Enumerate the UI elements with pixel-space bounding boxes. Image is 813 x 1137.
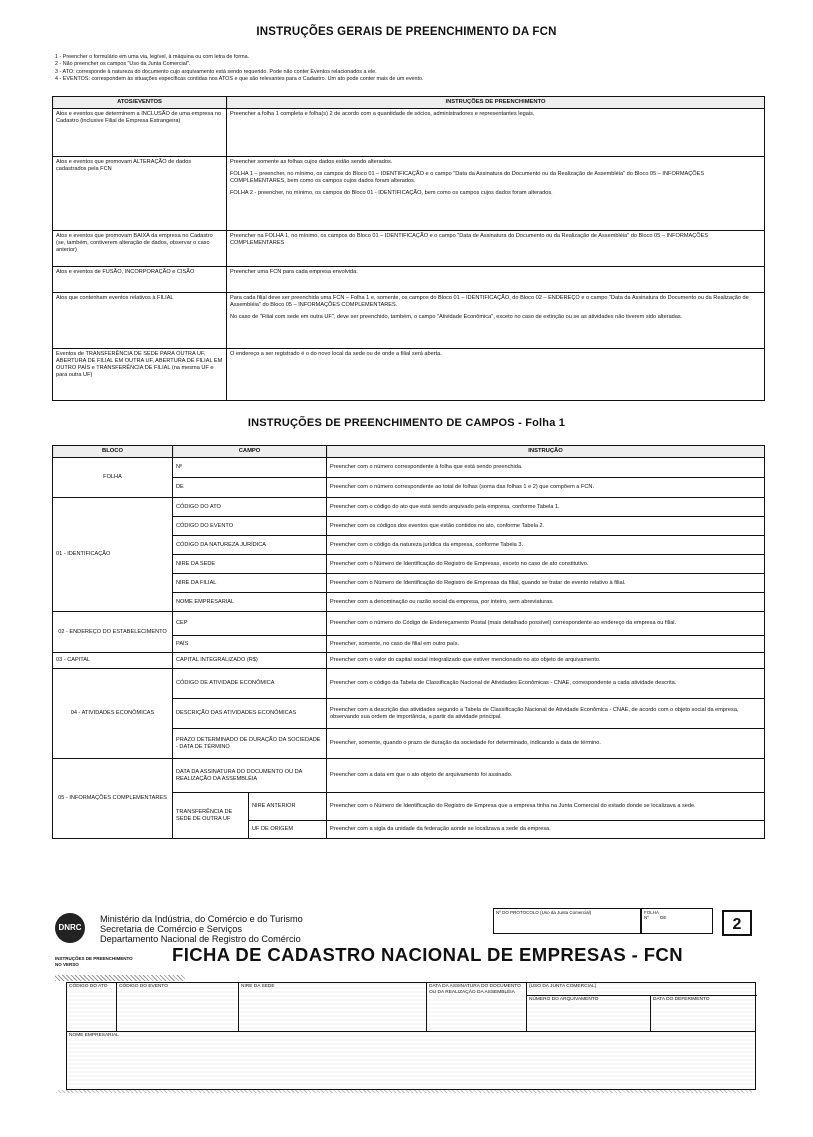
- bloco-endereco: 02 - ENDEREÇO DO ESTABELECIMENTO: [53, 612, 173, 653]
- instr-cell: Preencher, somente, quando o prazo de duração da sociedade for determinado, indicando a data de término.: [327, 729, 765, 759]
- scan-artifact: [55, 975, 185, 981]
- folha-n-label: Nº: [644, 915, 649, 920]
- instr-cell: Para cada filial deve ser preenchida uma FCN – Folha 1 e, somente, os campos do Bloco 01 – IDENTIFICAÇÃO, do Bloco 02 – ENDEREÇO e o campo "Data da Assinatura do Documento ou da Realização de Assembléia" do Bloco 05 – INFORMAÇÕES COMPLEMENTARES. No caso de "Filial com sede em outra UF", deve ser preenchido, também, o campo "Atividade Econômica", exceto no caso de extinção ou se as atividades não tiverem sido alteradas.: [227, 293, 765, 349]
- ato-cell: Atos e eventos que promovam ALTERAÇÃO de dados cadastrados pela FCN: [53, 157, 227, 231]
- protocolo-field[interactable]: [493, 908, 641, 934]
- data-assinatura-field[interactable]: [427, 983, 527, 1031]
- campo-cell: CÓDIGO DA NATUREZA JURÍDICA: [173, 536, 327, 555]
- instr-cell: Preencher com o número correspondente ao total de folhas (soma das folhas 1 e 2) que compõem a FCN.: [327, 478, 765, 498]
- instr-cell: Preencher com a sigla da unidade da federação aonde se localizava a sede da empresa.: [327, 821, 765, 839]
- dnrc-logo-icon: [55, 913, 85, 943]
- protocolo-label: Nº DO PROTOCOLO (Uso da Junta Comercial): [496, 910, 592, 915]
- ministry-line: Ministério da Indústria, do Comércio e do Turismo: [100, 914, 303, 924]
- campo-cell: CÓDIGO DE ATIVIDADE ECONÔMICA: [173, 669, 327, 699]
- header-campo: CAMPO: [173, 446, 327, 458]
- campo-cell: PAÍS: [173, 636, 327, 653]
- scan-artifact: [56, 1090, 752, 1093]
- campo-cell: CAPITAL INTEGRALIZADO (R$): [173, 653, 327, 669]
- table-row: [53, 157, 765, 231]
- campo-cell: NIRE DA SEDE: [173, 555, 327, 574]
- campo-cell: NOME EMPRESARIAL: [173, 593, 327, 612]
- ministry-line: Secretaria de Comércio e Serviços: [100, 924, 242, 934]
- header-bloco: BLOCO: [53, 446, 173, 458]
- ato-cell: Atos que contenham eventos relativos à FILIAL: [53, 293, 227, 349]
- codigo-evento-label: CÓDIGO DO EVENTO: [119, 984, 168, 989]
- table-row: [53, 231, 765, 267]
- instr-cell: Preencher com a data em que o ato objeto de arquivamento foi assinado.: [327, 759, 765, 793]
- campo-cell: DATA DA ASSINATURA DO DOCUMENTO OU DA REALIZAÇÃO DA ASSEMBLÉIA: [173, 759, 327, 793]
- table-row: [53, 293, 765, 349]
- table-row: [53, 458, 765, 478]
- ato-cell: Atos e eventos que promovam BAIXA da empresa no Cadastro (se, também, contiverem alteração de dados, observar o caso anterior): [53, 231, 227, 267]
- note-2: 2 - Não preencher os campos "Uso da Junta Comercial".: [55, 61, 191, 68]
- form-title: FICHA DE CADASTRO NACIONAL DE EMPRESAS - FCN: [172, 944, 683, 965]
- instr-cell: Preencher com o código da Tabela de Classificação Nacional de Atividades Econômicas - CNAE, correspondente a cada atividade descrita.: [327, 669, 765, 699]
- table-row: [53, 267, 765, 293]
- note-4: 4 - EVENTOS: correspondem às situações específicas contidas nos ATOS e que são relevantes para o Cadastro. Um ato pode conter mais de um evento.: [55, 75, 424, 82]
- folha-number: 2: [722, 910, 752, 936]
- instr-cell: Preencher com o Número de Identificação do Registro de Empresa que a empresa tinha na Junta Comercial do estado donde se localizava a sede.: [327, 793, 765, 821]
- codigo-evento-field[interactable]: [117, 983, 239, 1031]
- instr-cell: Preencher com o código da natureza jurídica da empresa, conforme Tabela 3.: [327, 536, 765, 555]
- campo-nire-anterior: NIRE ANTERIOR: [249, 793, 327, 821]
- bloco-capital: 03 - CAPITAL: [53, 653, 173, 669]
- header-atos: ATOS/EVENTOS: [53, 97, 227, 109]
- instr-cell: Preencher com a descrição das atividades segundo a Tabela de Classificação Nacional de Atividade Econômica - CNAE, de acordo com o objeto social da empresa, observando sua ordem de importância, a partir da atividade principal.: [327, 699, 765, 729]
- instr-cell: Preencher uma FCN para cada empresa envolvida.: [227, 267, 765, 293]
- campo-cell: NIRE DA FILIAL: [173, 574, 327, 593]
- campo-cell: CEP: [173, 612, 327, 636]
- numero-arquivamento-label: NÚMERO DO ARQUIVAMENTO: [529, 997, 599, 1002]
- bloco-folha: FOLHA: [53, 458, 173, 498]
- table-row: [53, 759, 765, 793]
- campo-cell: CÓDIGO DO ATO: [173, 498, 327, 517]
- campo-uf-origem: UF DE ORIGEM: [249, 821, 327, 839]
- uso-junta-label: (USO DA JUNTA COMERCIAL): [529, 984, 597, 989]
- instr-cell: Preencher com os códigos dos eventos que estão contidos no ato, conforme Tabela 2.: [327, 517, 765, 536]
- logo-text: DNRC: [58, 923, 82, 932]
- nire-sede-label: NIRE DA SEDE: [241, 984, 275, 989]
- header-instrucao: INSTRUÇÃO: [327, 446, 765, 458]
- numero-arquivamento-field[interactable]: [527, 995, 651, 1031]
- campo-cell: DE: [173, 478, 327, 498]
- ato-cell: Eventos de TRANSFERÊNCIA DE SEDE PARA OUTRA UF, ABERTURA DE FILIAL EM OUTRA UF, ABERTURA DE FILIAL EM OUTRO PAÍS e TRANSFERÊNCIA DE FILIAL (na mesma UF e para outra UF): [53, 349, 227, 401]
- table-row: [53, 349, 765, 401]
- campo-cell: PRAZO DETERMINADO DE DURAÇÃO DA SOCIEDADE - DATA DE TÉRMINO: [173, 729, 327, 759]
- general-notes: [55, 54, 755, 83]
- codigo-ato-field[interactable]: [67, 983, 117, 1031]
- campo-transferencia: TRANSFERÊNCIA DE SEDE DE OUTRA UF: [173, 793, 249, 839]
- fcn-form: [66, 982, 756, 1090]
- instr-cell: Preencher com o Número de Identificação do Registro de Empresas, exceto no caso de ato constitutivo.: [327, 555, 765, 574]
- instr-cell: Preencher com o código do ato que está sendo arquivado pela empresa, conforme Tabela 1.: [327, 498, 765, 517]
- instr-cell: Preencher com o número correspondente à folha que está sendo preenchida.: [327, 458, 765, 478]
- instrucoes-verso-note: INSTRUÇÕES DE PREENCHIMENTO NO VERSO: [55, 956, 133, 967]
- codigo-ato-label: CÓDIGO DO ATO: [69, 984, 108, 989]
- instr-cell: Preencher com o Número de Identificação do Registro de Empresas da filial, quando se tratar de evento relativo à filial.: [327, 574, 765, 593]
- campo-cell: DESCRIÇÃO DAS ATIVIDADES ECONÔMICAS: [173, 699, 327, 729]
- note-3: 3 - ATO: corresponde à natureza do documento cujo arquivamento está sendo requerido. Pode não conter Eventos relacionados a ele.: [55, 68, 377, 75]
- table-row: [53, 109, 765, 157]
- general-title: INSTRUÇÕES GERAIS DE PREENCHIMENTO DA FCN: [256, 26, 557, 38]
- fields-title: INSTRUÇÕES DE PREENCHIMENTO DE CAMPOS - Folha 1: [247, 417, 566, 429]
- data-deferimento-label: DATA DO DEFERIMENTO: [653, 997, 710, 1002]
- nome-empresarial-label: NOME EMPRESARIAL: [69, 1033, 119, 1038]
- bloco-informacoes: 05 - INFORMAÇÕES COMPLEMENTARES: [53, 759, 173, 839]
- instr-cell: Preencher com a denominação ou razão social da empresa, por inteiro, sem abreviaturas.: [327, 593, 765, 612]
- bloco-atividades: 04 - ATIVIDADES ECONÔMICAS: [53, 669, 173, 759]
- nome-empresarial-field[interactable]: [67, 1031, 755, 1092]
- instr-cell: Preencher somente as folhas cujos dados estão sendo alterados. FOLHA 1 – preencher, no mínimo, os campos do Bloco 01 – IDENTIFICAÇÃO e o campo "Data da Assinatura do Documento ou da Realização de Assembléia" do Bloco 05 – INFORMAÇÕES COMPLEMENTARES, bem como os campos cujos dados foram alterados. FOLHA 2 - preencher, no mínimo, os campos do Bloco 01 - IDENTIFICAÇÃO, bem como os campos cujos dados foram alterados.: [227, 157, 765, 231]
- table-row: [53, 612, 765, 636]
- folha-label: FOLHA: [644, 910, 660, 915]
- data-assinatura-label: DATA DA ASSINATURA DO DOCUMENTO OU DA REALIZAÇÃO DA ASSEMBLÉIA: [429, 984, 521, 995]
- ato-cell: Atos e eventos de FUSÃO, INCORPORAÇÃO e CISÃO: [53, 267, 227, 293]
- campo-cell: CÓDIGO DO EVENTO: [173, 517, 327, 536]
- instr-cell: Preencher com o número do Código de Endereçamento Postal (mais detalhado possível) correspondente ao endereço da empresa ou filial.: [327, 612, 765, 636]
- campo-cell: Nº: [173, 458, 327, 478]
- header-instr: INSTRUÇÕES DE PREENCHIMENTO: [227, 97, 765, 109]
- fields-table: [52, 445, 765, 839]
- instr-cell: Preencher com o valor do capital social integralizado que estiver mencionado no ato objeto de arquivamento.: [327, 653, 765, 669]
- ministry-line: Departamento Nacional de Registro do Comércio: [100, 934, 301, 944]
- instr-cell: O endereço a ser registrado é o do novo local da sede ou de onde a filial será aberta.: [227, 349, 765, 401]
- folha-de-label: DE: [660, 915, 667, 920]
- folha-field[interactable]: [641, 908, 713, 934]
- instr-cell: Preencher na FOLHA 1, no mínimo, os campos do Bloco 01 – IDENTIFICAÇÃO e o campo "Data de Assinatura do Documento ou da Realização de Assembléia" do Bloco 05 – INFORMAÇÕES COMPLEMENTARES: [227, 231, 765, 267]
- note-1: 1 - Preencher o formulário em uma via, legível, à máquina ou com letra de forma.: [55, 54, 250, 60]
- table-row: [53, 669, 765, 699]
- table-row: [53, 498, 765, 517]
- data-deferimento-field[interactable]: [651, 995, 757, 1031]
- nire-sede-field[interactable]: [239, 983, 427, 1031]
- ministry-header: [100, 914, 303, 944]
- table-row: [53, 653, 765, 669]
- instr-cell: Preencher, somente, no caso de filial em outro país.: [327, 636, 765, 653]
- instr-cell: Preencher a folha 1 completa e folha(s) 2 de acordo com a quantidade de sócios, administradores e representantes legais.: [227, 109, 765, 157]
- ato-cell: Atos e eventos que determinem a INCLUSÃO de uma empresa no Cadastro (inclusive Filial de Empresa Estrangeira): [53, 109, 227, 157]
- bloco-identificacao: 01 - IDENTIFICAÇÃO: [53, 498, 173, 612]
- general-table: [52, 96, 765, 401]
